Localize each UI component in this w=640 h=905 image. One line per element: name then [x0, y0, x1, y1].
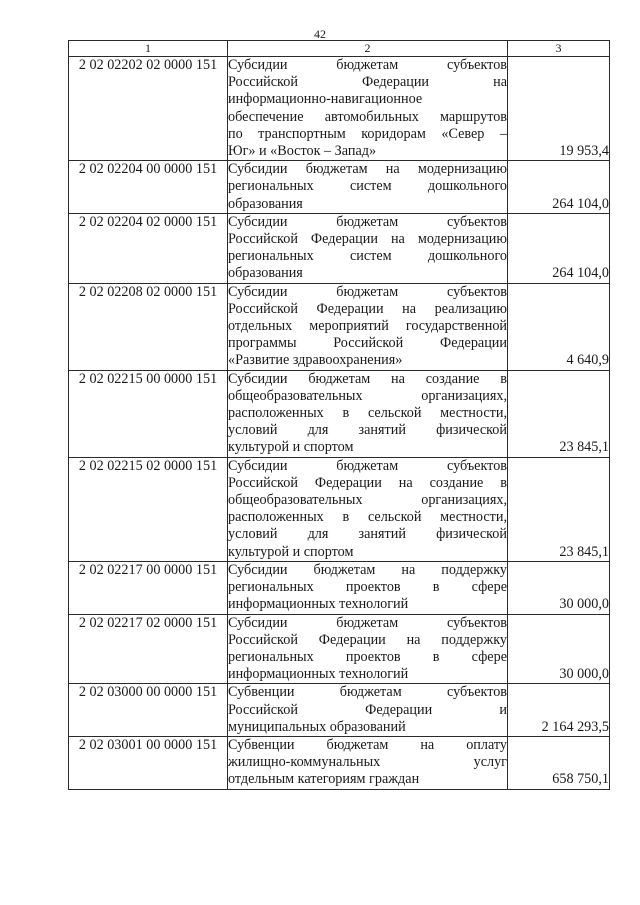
description-line: образования [228, 265, 303, 282]
description-line: Российской Федерации на создание в [228, 474, 507, 491]
description-line: региональных систем дошкольного [228, 248, 507, 265]
column-header: 3 [508, 41, 610, 57]
description-cell [228, 161, 508, 214]
amount-cell: 23 845,1 [508, 370, 610, 457]
description-line: «Развитие здравоохранения» [228, 352, 403, 369]
amount-cell: 30 000,0 [508, 561, 610, 614]
description-cell [228, 614, 508, 684]
description-line: Субсидии бюджетам на поддержку [228, 561, 507, 578]
description-line: программы Российской Федерации [228, 335, 507, 352]
description-cell [228, 561, 508, 614]
amount-cell: 264 104,0 [508, 161, 610, 214]
description-line: условий для занятий физической [228, 526, 507, 543]
description-line: Российской Федерации на поддержку [228, 631, 507, 648]
description-line: образования [228, 195, 303, 212]
budget-code-cell: 2 02 02204 00 0000 151 [69, 161, 228, 214]
amount-cell: 264 104,0 [508, 213, 610, 283]
description-line: Субсидии бюджетам на модернизацию [228, 161, 507, 178]
table-row [69, 457, 610, 561]
description-line: отдельным категориям граждан [228, 771, 420, 788]
description-line: региональных систем дошкольного [228, 178, 507, 195]
description-line: Российской Федерации на реализацию [228, 300, 507, 317]
table-body [69, 57, 610, 790]
budget-code-cell: 2 02 02217 02 0000 151 [69, 614, 228, 684]
description-line: региональных проектов в сфере [228, 579, 507, 596]
description-line: Субсидии бюджетам субъектов [228, 57, 507, 73]
amount-cell: 23 845,1 [508, 457, 610, 561]
amount-cell: 4 640,9 [508, 283, 610, 370]
amount-cell: 2 164 293,5 [508, 684, 610, 737]
description-line: расположенных в сельской местности, [228, 509, 507, 526]
table-row [69, 684, 610, 737]
description-line: информационно-навигационное [228, 91, 423, 108]
table-row [69, 370, 610, 457]
amount-cell: 658 750,1 [508, 736, 610, 789]
table-row [69, 161, 610, 214]
description-line: Юг» и «Восток – Запад» [228, 143, 377, 160]
amount-cell: 30 000,0 [508, 614, 610, 684]
budget-code-cell: 2 02 02215 02 0000 151 [69, 457, 228, 561]
description-line: расположенных в сельской местности, [228, 405, 507, 422]
description-line: обеспечение автомобильных маршрутов [228, 108, 507, 125]
table-row [69, 561, 610, 614]
budget-code-cell: 2 02 02217 00 0000 151 [69, 561, 228, 614]
column-header: 2 [228, 41, 508, 57]
header-row [69, 41, 610, 57]
description-line: Субсидии бюджетам на создание в [228, 370, 507, 387]
table-row [69, 57, 610, 161]
description-cell [228, 457, 508, 561]
description-line: общеобразовательных организациях, [228, 492, 507, 509]
description-line: Субвенции бюджетам на оплату [228, 736, 507, 753]
page-number: 42 [314, 27, 326, 41]
description-line: условий для занятий физической [228, 422, 507, 439]
description-line: жилищно-коммунальных услуг [228, 754, 507, 771]
description-line: Российской Федерации на [228, 74, 507, 91]
description-cell [228, 370, 508, 457]
amount-cell: 19 953,4 [508, 57, 610, 161]
description-line: муниципальных образований [228, 718, 406, 735]
description-line: по транспортным коридорам «Север – [228, 125, 507, 142]
budget-code-cell: 2 02 03000 00 0000 151 [69, 684, 228, 737]
table-row [69, 213, 610, 283]
description-cell [228, 283, 508, 370]
description-cell [228, 213, 508, 283]
table-row [69, 283, 610, 370]
description-line: Субвенции бюджетам субъектов [228, 684, 507, 701]
budget-code-cell: 2 02 02215 00 0000 151 [69, 370, 228, 457]
description-cell [228, 684, 508, 737]
description-line: Российской Федерации и [228, 701, 507, 718]
description-line: культурой и спортом [228, 543, 354, 560]
table-row [69, 736, 610, 789]
description-line: информационных технологий [228, 596, 409, 613]
table-row [69, 614, 610, 684]
description-line: информационных технологий [228, 666, 409, 683]
description-line: общеобразовательных организациях, [228, 387, 507, 404]
budget-code-cell: 2 02 02208 02 0000 151 [69, 283, 228, 370]
description-line: Субсидии бюджетам субъектов [228, 213, 507, 230]
description-line: отдельных мероприятий государственной [228, 318, 507, 335]
description-line: Субсидии бюджетам субъектов [228, 283, 507, 300]
description-cell [228, 57, 508, 161]
budget-code-cell: 2 02 02202 02 0000 151 [69, 57, 228, 161]
description-line: Субсидии бюджетам субъектов [228, 614, 507, 631]
budget-table [68, 40, 610, 790]
budget-code-cell: 2 02 02204 02 0000 151 [69, 213, 228, 283]
description-cell [228, 736, 508, 789]
description-line: Субсидии бюджетам субъектов [228, 457, 507, 474]
budget-code-cell: 2 02 03001 00 0000 151 [69, 736, 228, 789]
description-line: Российской Федерации на модернизацию [228, 231, 507, 248]
description-line: культурой и спортом [228, 439, 354, 456]
column-header: 1 [69, 41, 228, 57]
description-line: региональных проектов в сфере [228, 648, 507, 665]
